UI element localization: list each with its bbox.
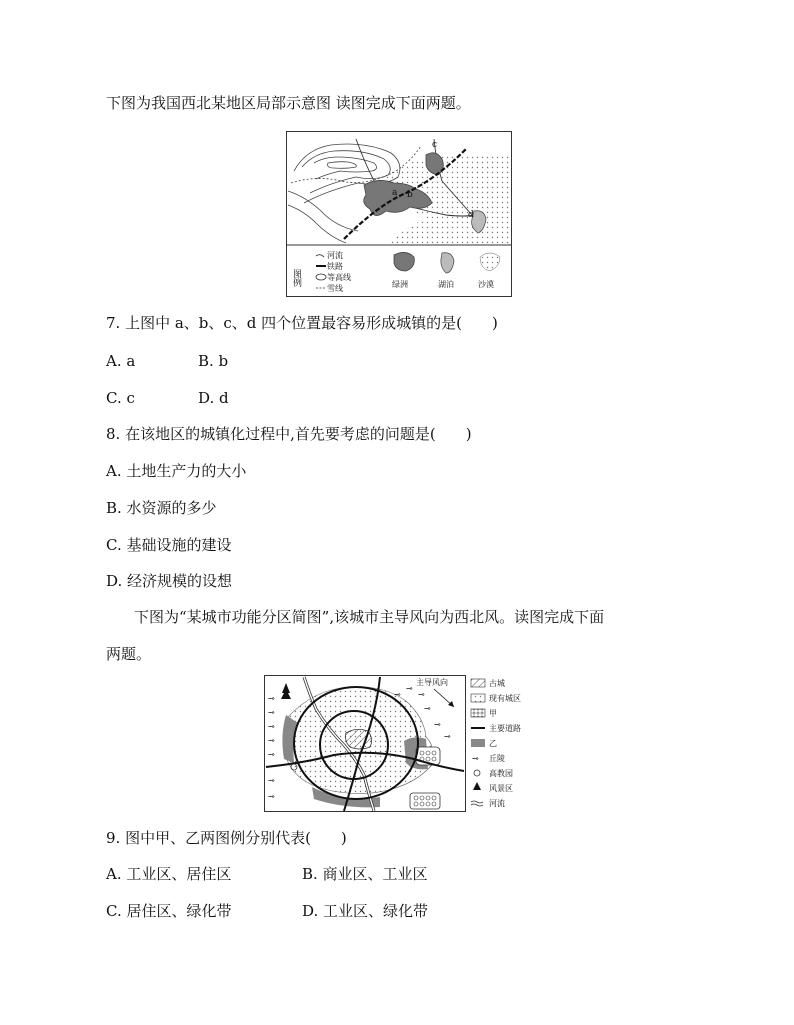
svg-text:⊸: ⊸ [434,720,441,729]
legend-existing-city-label: 现有城区 [489,694,521,703]
q7-option-d[interactable]: D. d [198,389,229,407]
zone-jia-2 [410,793,440,809]
svg-text:⊸: ⊸ [418,690,425,699]
question-9-stem: 9. 图中甲、乙两图例分别代表( ) [106,829,347,847]
point-label-c: c [432,140,438,150]
svg-text:⊸: ⊸ [472,754,479,763]
legend-lake-label: 湖泊 [438,280,454,289]
q8-option-a[interactable]: A. 土地生产力的大小 [106,462,247,480]
legend-oasis-label: 绿洲 [392,280,408,289]
legend-old-city-label: 古城 [489,679,505,688]
point-label-d: d [468,210,474,220]
point-label-b: b [407,190,413,200]
svg-text:⊸: ⊸ [268,736,275,745]
q7-option-a[interactable]: A. a [106,352,136,370]
question-8-stem: 8. 在该地区的城镇化过程中,首先要考虑的问题是( ) [106,425,472,443]
figure-2-city-map [264,675,530,815]
svg-text:⊸: ⊸ [268,708,275,717]
q9-option-c[interactable]: C. 居住区、绿化带 [106,902,232,920]
point-label-a: a [392,188,398,198]
q9-option-d[interactable]: D. 工业区、绿化带 [302,902,429,920]
q9-option-a[interactable]: A. 工业区、居住区 [106,865,232,883]
legend-contour-label: 等高线 [327,273,351,282]
legend-scenic-label: 风景区 [489,784,513,793]
q8-option-d[interactable]: D. 经济规模的设想 [106,572,233,590]
legend-title: 图例 [291,269,301,287]
legend-main-road-label: 主要道路 [489,724,521,733]
svg-text:⊸: ⊸ [424,704,431,713]
q8-option-c[interactable]: C. 基础设施的建设 [106,536,232,554]
q7-option-b[interactable]: B. b [198,352,229,370]
svg-text:⊸: ⊸ [268,722,275,731]
figure-1-map [286,131,512,297]
svg-text:⊸: ⊸ [394,690,401,699]
legend-desert-label: 沙漠 [478,280,494,289]
legend-jia-label: 甲 [489,709,497,718]
legend-snowline-label: 雪线 [327,284,343,293]
question-7-stem: 7. 上图中 a、b、c、d 四个位置最容易形成城镇的是( ) [106,314,498,332]
legend-education-park-label: 高教园 [489,769,513,778]
q8-option-b[interactable]: B. 水资源的多少 [106,499,217,517]
wind-direction-label: 主导风向 [416,678,448,687]
legend-river-label: 河流 [327,251,343,260]
q7-option-c[interactable]: C. c [106,389,135,407]
svg-text:⊸: ⊸ [406,684,413,693]
intro-text-1: 下图为我国西北某地区局部示意图 读图完成下面两题。 [106,94,471,112]
q9-option-b[interactable]: B. 商业区、工业区 [302,865,428,883]
intro-text-2-line-2: 两题。 [106,645,152,663]
figure-2-legend [471,678,521,808]
svg-text:⊸: ⊸ [444,732,451,741]
svg-text:⊸: ⊸ [268,792,275,801]
legend-railway-label: 铁路 [327,262,343,271]
legend-river-label: 河流 [489,799,505,808]
intro-text-2-line-1: 下图为“某城市功能分区简图”,该城市主导风向为西北风。读图完成下面 [134,608,605,626]
legend-yi-label: 乙 [489,739,497,748]
svg-text:⊸: ⊸ [268,694,275,703]
legend-hill-label: 丘陵 [489,754,505,763]
svg-text:⊸: ⊸ [268,750,275,759]
svg-text:⊸: ⊸ [268,776,275,785]
